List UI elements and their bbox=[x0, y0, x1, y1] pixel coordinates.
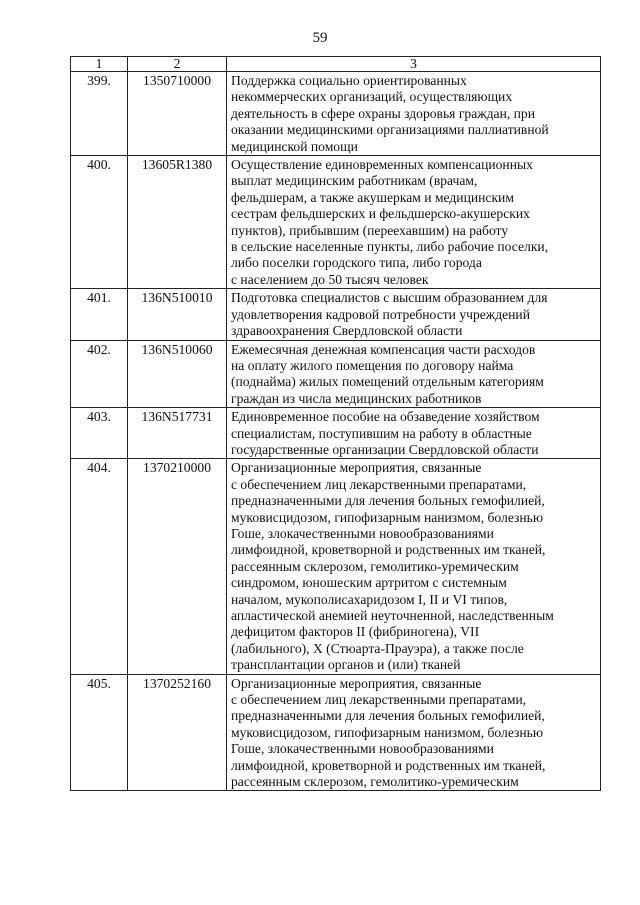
page-number: 59 bbox=[312, 30, 328, 46]
row-description: Ежемесячная денежная компенсация части расходов на оплату жилого помещения по договору найма (поднайма) жилых помещений отдельным категориям граждан из числа медицинских работников bbox=[227, 340, 601, 408]
table-row bbox=[71, 72, 601, 156]
row-code: 13605R1380 bbox=[128, 156, 227, 289]
row-number: 399. bbox=[71, 72, 128, 156]
table-row bbox=[71, 459, 601, 674]
row-number: 402. bbox=[71, 340, 128, 408]
column-header-1: 1 bbox=[71, 57, 128, 72]
table-row bbox=[71, 156, 601, 289]
row-number: 403. bbox=[71, 408, 128, 459]
row-description: Поддержка социально ориентированных некоммерческих организаций, осуществляющих деятельность в сфере охраны здоровья граждан, при оказании медицинскими организациями паллиативной медицинской помощи bbox=[227, 72, 601, 156]
row-number: 401. bbox=[71, 289, 128, 340]
row-number: 404. bbox=[71, 459, 128, 674]
table-row bbox=[71, 340, 601, 408]
row-description: Единовременное пособие на обзаведение хозяйством специалистам, поступившим на работу в областные государственные организации Свердловской области bbox=[227, 408, 601, 459]
row-code: 136N510010 bbox=[128, 289, 227, 340]
row-number: 405. bbox=[71, 674, 128, 791]
row-number: 400. bbox=[71, 156, 128, 289]
row-code: 136N510060 bbox=[128, 340, 227, 408]
table-row bbox=[71, 674, 601, 791]
row-description: Организационные мероприятия, связанные с обеспечением лиц лекарственными препаратами, предназначенными для лечения больных гемофилией, муковисцидозом, гипофизарным нанизмом, болезнью Гоше, злокачественными новообразованиями лимфоидной, кроветворной и родственных им тканей, рассеянным склерозом, гемолитико-уремическим bbox=[227, 674, 601, 791]
table-row bbox=[71, 408, 601, 459]
row-description: Подготовка специалистов с высшим образованием для удовлетворения кадровой потребности учреждений здравоохранения Свердловской области bbox=[227, 289, 601, 340]
row-code: 1350710000 bbox=[128, 72, 227, 156]
row-code: 136N517731 bbox=[128, 408, 227, 459]
row-description: Организационные мероприятия, связанные с обеспечением лиц лекарственными препаратами, предназначенными для лечения больных гемофилией, муковисцидозом, гипофизарным нанизмом, болезнью Гоше, злокачественными новообразованиями лимфоидной, кроветворной и родственных им тканей, рассеянным склерозом, гемолитико-уремическим синдромом, юношеским артритом с системным началом, мукополисахаридозом I, II и VI типов, апластической анемией неуточненной, наследственным дефицитом факторов II (фибриногена), VII (лабильного), X (Стюарта-Прауэра), а также после трансплантации органов и (или) тканей bbox=[227, 459, 601, 674]
column-header-2: 2 bbox=[128, 57, 227, 72]
table-row bbox=[71, 289, 601, 340]
table-header-row bbox=[71, 57, 601, 72]
row-code: 1370252160 bbox=[128, 674, 227, 791]
row-code: 1370210000 bbox=[128, 459, 227, 674]
row-description: Осуществление единовременных компенсационных выплат медицинским работникам (врачам, фельдшерам, а также акушеркам и медицинским сестрам фельдшерских и фельдшерско-акушерских пунктов), прибывшим (переехавшим) на работу в сельские населенные пункты, либо рабочие поселки, либо поселки городского типа, либо города с населением до 50 тысяч человек bbox=[227, 156, 601, 289]
budget-code-table bbox=[70, 56, 601, 791]
column-header-3: 3 bbox=[227, 57, 601, 72]
